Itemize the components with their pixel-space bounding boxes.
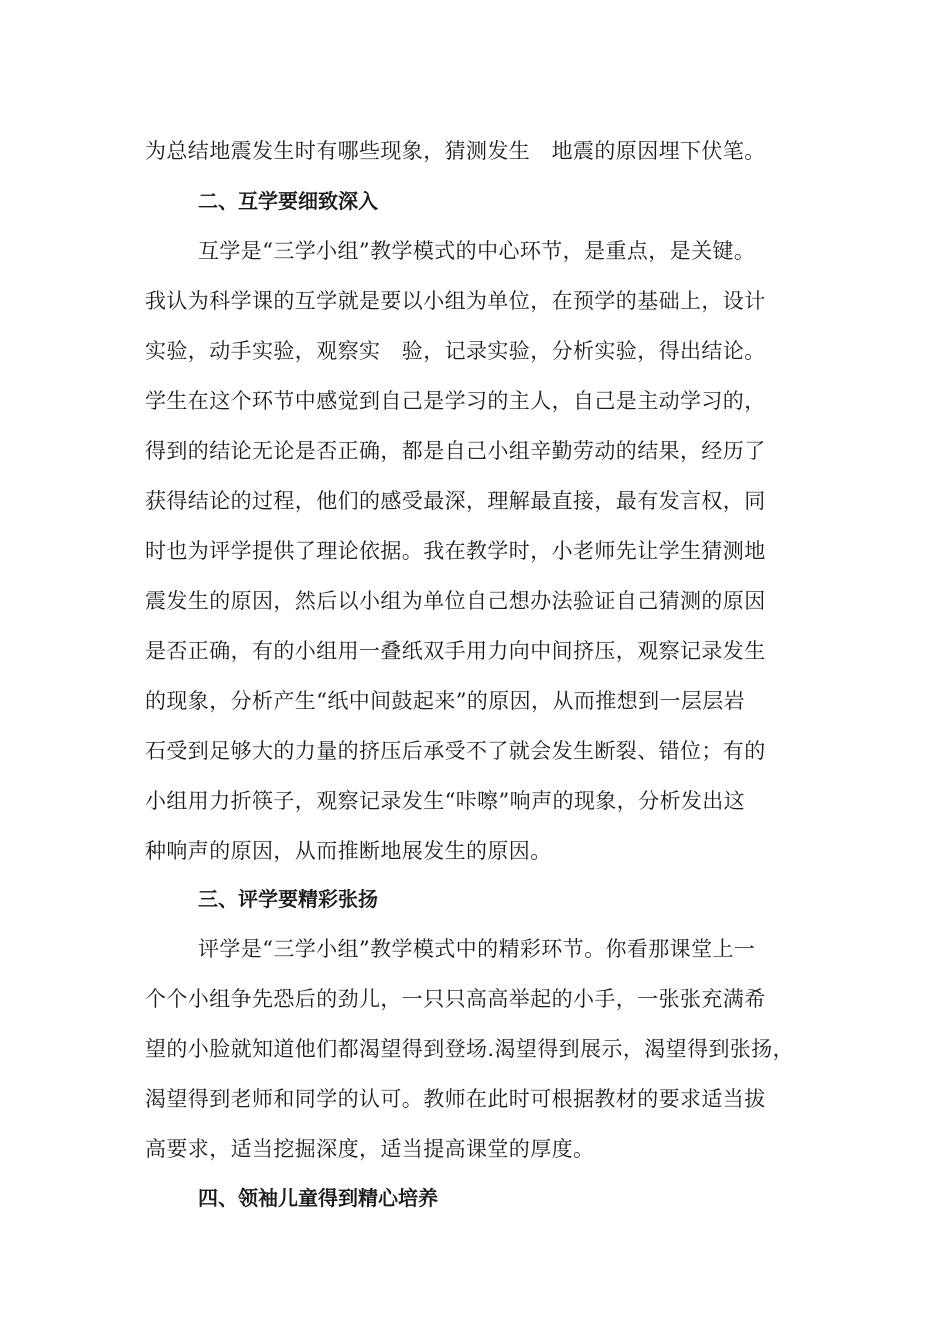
section-heading: 三、评学要精彩张扬 bbox=[198, 887, 378, 911]
paragraph-line: 我认为科学课的互学就是要以小组为单位，在预学的基础上，设计 bbox=[145, 289, 766, 313]
paragraph-line: 种响声的原因，从而推断地展发生的原因。 bbox=[145, 839, 552, 863]
paragraph-line: 望的小脸就知道他们都渴望得到登场.渴望得到展示，渴望得到张扬， bbox=[145, 1037, 795, 1061]
paragraph-line: 震发生的原因，然后以小组为单位自己想办法验证自己猜测的原因 bbox=[145, 589, 766, 613]
paragraph-line: 为总结地震发生时有哪些现象，猜测发生 地震的原因埋下伏笔。 bbox=[145, 139, 766, 163]
paragraph-line: 时也为评学提供了理论依据。我在教学时，小老师先让学生猜测地 bbox=[145, 539, 766, 563]
paragraph-line: 小组用力折筷子，观察记录发生“咔嚓”响声的现象，分析发出这 bbox=[145, 789, 746, 813]
section-heading: 四、领袖儿童得到精心培养 bbox=[198, 1186, 438, 1210]
paragraph-line: 石受到足够大的力量的挤压后承受不了就会发生断裂、错位；有的 bbox=[145, 739, 766, 763]
paragraph-line: 评学是“三学小组”教学模式中的精彩环节。你看那课堂上一 bbox=[198, 937, 756, 961]
paragraph-line: 个个小组争先恐后的劲儿，一只只高高举起的小手，一张张充满希 bbox=[145, 987, 766, 1011]
paragraph-line: 的现象，分析产生“纸中间鼓起来”的原因，从而推想到一层层岩 bbox=[145, 689, 746, 713]
paragraph-line: 互学是“三学小组”教学模式的中心环节，是重点，是关键。 bbox=[198, 239, 756, 263]
paragraph-line: 获得结论的过程，他们的感受最深，理解最直接，最有发言权，同 bbox=[145, 489, 766, 513]
section-heading: 二、互学要细致深入 bbox=[198, 189, 378, 213]
paragraph-line: 是否正确，有的小组用一叠纸双手用力向中间挤压，观察记录发生 bbox=[145, 639, 766, 663]
paragraph-line: 学生在这个环节中感觉到自己是学习的主人，自己是主动学习的， bbox=[145, 389, 766, 413]
paragraph-line: 渴望得到老师和同学的认可。教师在此时可根据教材的要求适当拔 bbox=[145, 1087, 766, 1111]
paragraph-line: 高要求，适当挖掘深度，适当提高课堂的厚度。 bbox=[145, 1137, 595, 1161]
paragraph-line: 得到的结论无论是否正确，都是自己小组辛勤劳动的结果，经历了 bbox=[145, 439, 766, 463]
paragraph-line: 实验，动手实验，观察实 验，记录实验，分析实验，得出结论。 bbox=[145, 339, 766, 363]
